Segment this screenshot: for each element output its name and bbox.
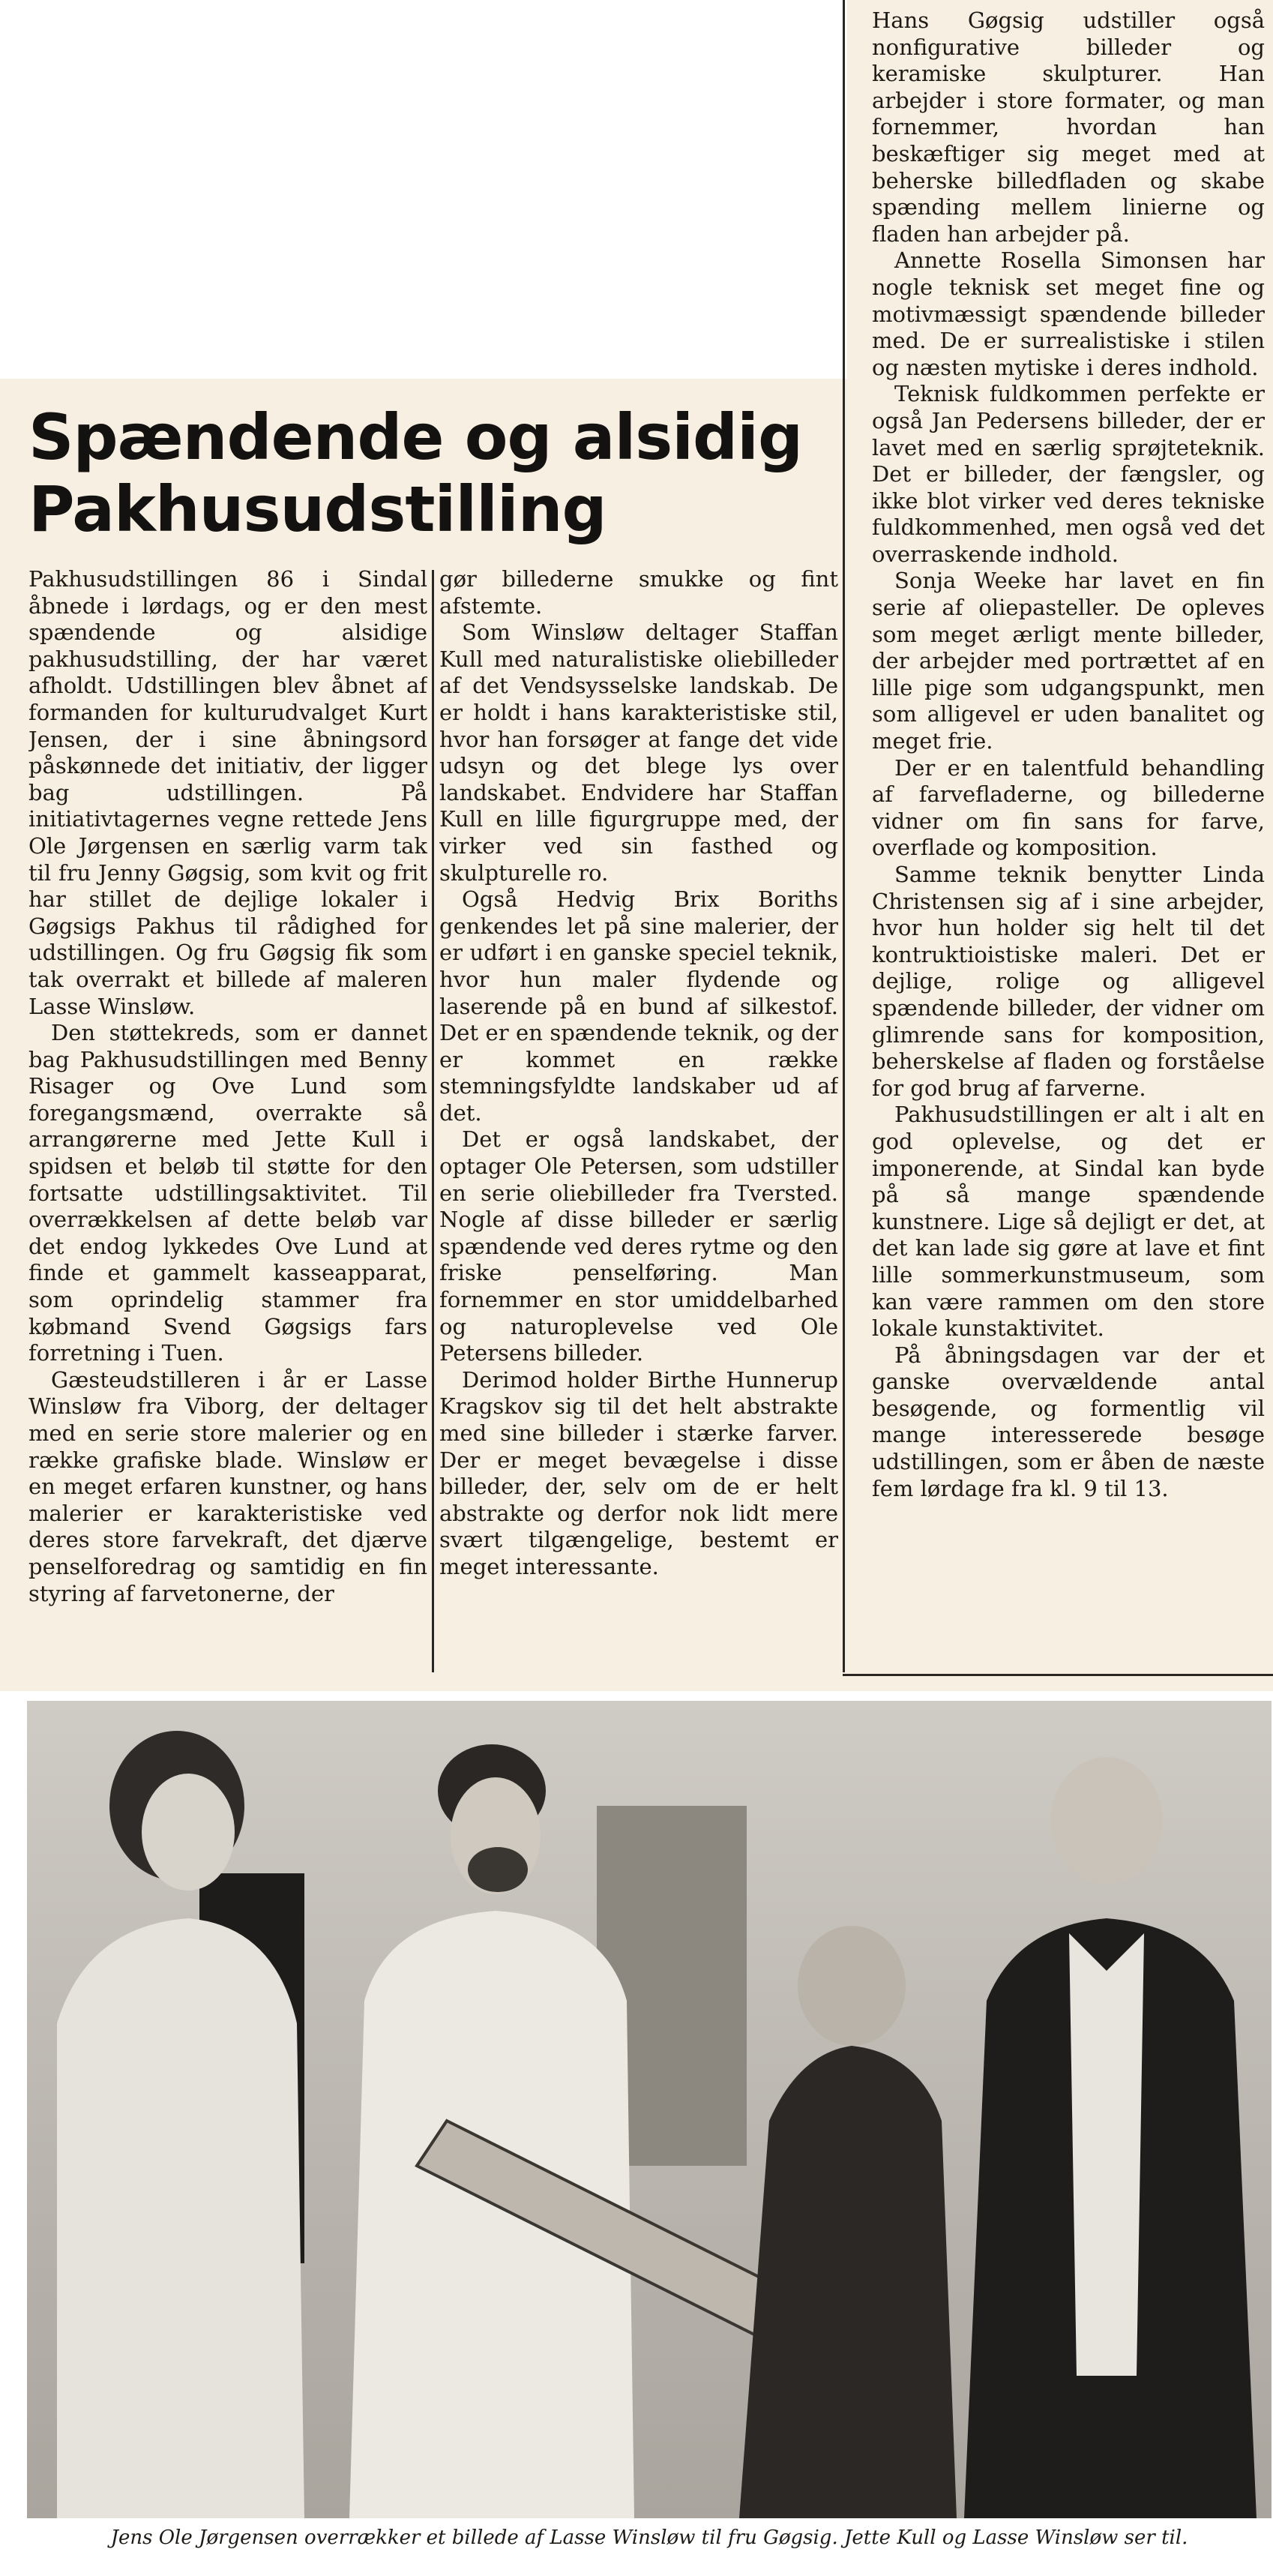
paragraph: Også Hedvig Brix Boriths genkendes let på sine malerier, der er udført i en ganske speciel teknik, hvor hun maler flydende og laserende på en bund af silkestof. Det er en spændende teknik, og der er kommet en række stemningsfyldte landskaber ud af det.: [439, 886, 838, 1126]
paragraph: Teknisk fuldkommen perfekte er også Jan Pedersens billeder, der er lavet med en særlig sprøjteteknik. Det er billeder, der fængsler, og ikke blot virker ved deres tekniske fuldkommenhed, men også ved det overraskende indhold.: [872, 381, 1265, 567]
paragraph: Den støttekreds, som er dannet bag Pakhusudstillingen med Benny Risager og Ove Lund som foregangsmænd, overrakte så arrangørerne med Jette Kull i spidsen et beløb til støtte for den fortsatte udstillingsaktivitet. Til overrækkelsen af dette beløb var det endog lykkedes Ove Lund at finde et gammelt kasseapparat, som oprindelig stammer fra købmand Svend Gøgsigs fars forretning i Tuen.: [28, 1020, 427, 1366]
paragraph: Annette Rosella Simonsen har nogle teknisk set meget fine og motivmæssigt spændende billeder med. De er surrealistiske i stilen og næsten mytiske i deres indhold.: [872, 247, 1265, 380]
paragraph: Der er en talentfuld behandling af farvefladerne, og billederne vidner om fin sans for farve, overflade og komposition.: [872, 754, 1265, 861]
paragraph: Som Winsløw deltager Staffan Kull med naturalistiske oliebilleder af det Vendsysselske landskab. De er holdt i hans karakteristiske stil, hvor han forsøger at fange det vide udsyn og det blege lys over landskabet. Endvidere har Staffan Kull en lille figurgruppe med, der virker ved sin fasthed og skulpturelle ro.: [439, 619, 838, 886]
paragraph: Pakhusudstillingen er alt i alt en god oplevelse, og det er imponerende, at Sindal kan byde på så mange spændende kunstnere. Lige så dejligt er det, at det kan lade sig gøre at lave et fint lille sommerkunstmuseum, som kan være rammen om den store lokale kunstaktivitet.: [872, 1102, 1265, 1342]
headline-line-2: Pakhusudstilling: [28, 472, 607, 546]
paragraph: Derimod holder Birthe Hunnerup Kragskov sig til det helt abstrakte med sine billeder i stærke farver. Der er meget bevægelse i disse billeder, der, selv om de er helt abstrakte og derfor nok lidt mere svært tilgængelige, bestemt er meget interessante.: [439, 1366, 838, 1579]
paragraph: Sonja Weeke har lavet en fin serie af oliepasteller. De opleves som meget ærligt mente billeder, der arbejder med portrættet af en lille pige som udgangspunkt, men som alligevel er uden banalitet og meget frie.: [872, 568, 1265, 754]
paragraph: På åbningsdagen var der et ganske overvældende antal besøgende, og formentlig vil mange interesserede besøge udstillingen, som er åben de næste fem lørdage fra kl. 9 til 13.: [872, 1342, 1265, 1501]
column-rule-middle: [432, 570, 434, 1672]
photo-caption: Jens Ole Jørgensen overrækker et billede af Lasse Winsløw til fru Gøgsig. Jette Kull og Lasse Winsløw ser til.: [110, 2527, 1188, 2549]
paragraph: Hans Gøgsig udstiller også nonfigurative billeder og keramiske skulpturer. Han arbejder i store formater, og man fornemmer, hvordan han beskæftiger sig meget med at beherske billedfladen og skabe spænding mellem linierne og fladen han arbejder på.: [872, 7, 1265, 247]
paragraph: gør billederne smukke og fint afstemte.: [439, 566, 838, 619]
paragraph: Pakhusudstillingen 86 i Sindal åbnede i lørdags, og er den mest spændende og alsidige pakhusudstilling, der har været afholdt. Udstillingen blev åbnet af formanden for kulturudvalget Kurt Jensen, der i sine åbningsord påskønnede det initiativ, der ligger bag udstillingen. På initiativtagernes vegne rettede Jens Ole Jørgensen en særlig varm tak til fru Jenny Gøgsig, som kvit og frit har stillet de dejlige lokaler i Gøgsigs Pakhus til rådighed for udstillingen. Og fru Gøgsig fik som tak overrakt et billede af maleren Lasse Winsløw.: [28, 566, 427, 1019]
paragraph: Det er også landskabet, der optager Ole Petersen, som udstiller en serie oliebilleder fra Tversted. Nogle af disse billeder er særlig spændende ved deres rytme og den friske penselføring. Man fornemmer en stor umiddelbarhed og naturoplevelse ved Ole Petersens billeder.: [439, 1126, 838, 1366]
paragraph: Samme teknik benytter Linda Christensen sig af i sine arbejder, hvor hun holder sig helt til det kontruktioistiske maleri. Det er dejlige, rolige og alligevel spændende billeder, der vidner om glimrende sans for komposition, beherskelse af fladen og forståelse for god brug af farverne.: [872, 862, 1265, 1101]
article-column-2: [439, 566, 838, 1676]
article-column-3: [872, 7, 1265, 1678]
headline-line-1: Spændende og alsidig: [28, 400, 803, 474]
article-headline: [28, 401, 823, 545]
paragraph: Gæsteudstilleren i år er Lasse Winsløw fra Viborg, der deltager med en serie store malerier og en række grafiske blade. Winsløw er en meget erfaren kunstner, og hans malerier er karakteristiske ved deres store farvekraft, det djærve penselforedrag og samtidig en fin styring af farvetonerne, der: [28, 1366, 427, 1606]
article-photo: [27, 1701, 1272, 2518]
column-rule-right: [843, 0, 845, 1672]
article-column-1: [28, 566, 427, 1676]
